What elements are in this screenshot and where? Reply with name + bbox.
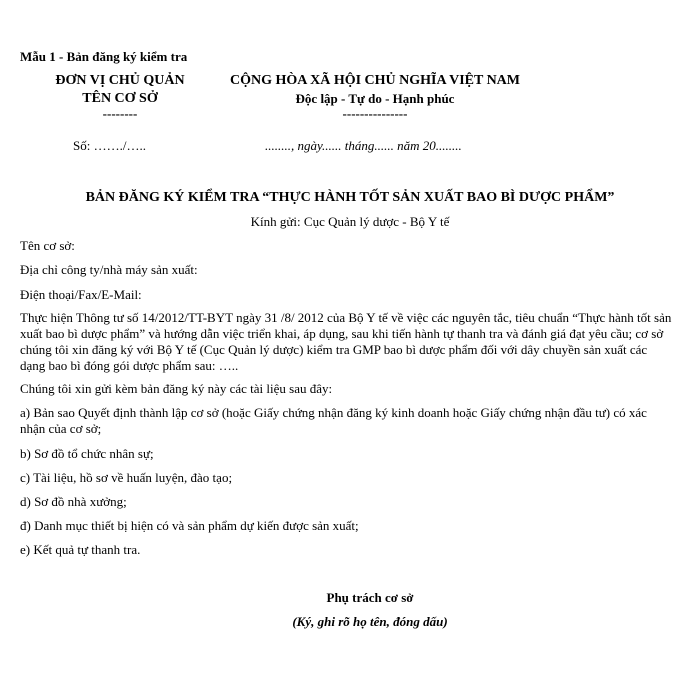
document-title: BẢN ĐĂNG KÝ KIỂM TRA “THỰC HÀNH TỐT SẢN XUẤT BAO BÌ DƯỢC PHẨM” (85, 190, 615, 205)
left-header-rule: -------- (102, 106, 138, 121)
recipient-line: Kính gửi: Cục Quản lý dược - Bộ Y tế (250, 214, 450, 229)
left-header-agency: ĐƠN VỊ CHỦ QUẢN (55, 73, 185, 88)
attachment-item: đ) Danh mục thiết bị hiện có và sản phẩm dự kiến được sản xuất; (20, 518, 359, 533)
signature-title: Phụ trách cơ sở (326, 590, 414, 605)
facility-name-field: Tên cơ sở: (20, 238, 75, 253)
date-line: ........, ngày...... tháng...... năm 20........ (265, 138, 462, 153)
national-title: CỘNG HÒA XÃ HỘI CHỦ NGHĨA VIỆT NAM (229, 73, 520, 88)
body-paragraph: Thực hiện Thông tư số 14/2012/TT-BYT ngày 31 /8/ 2012 của Bộ Y tế về việc các nguyên tắc, tiêu chuẩn “Thực hành tốt sản xuất bao bì dược phẩm” và hướng dẫn việc triển khai, áp dụng, sau khi tiến hành tự thanh tra và đánh giá đạt yêu cầu; cơ sở chúng tôi xin đăng ký với Bộ Y tế (Cục Quản lý dược) kiểm tra GMP bao bì dược phẩm đối với dây chuyền sản xuất các dạng bao bì đóng gói dược phẩm sau: ….. (20, 310, 672, 373)
form-label: Mẫu 1 - Bản đăng ký kiểm tra (20, 49, 188, 64)
attachment-item: e) Kết quả tự thanh tra. (20, 542, 141, 557)
signature-note: (Ký, ghi rõ họ tên, đóng dấu) (292, 614, 448, 629)
document-number: Số: ……./….. (73, 138, 146, 153)
national-motto: Độc lập - Tự do - Hạnh phúc (295, 91, 455, 106)
attachments-intro: Chúng tôi xin gửi kèm bản đăng ký này các tài liệu sau đây: (20, 381, 333, 396)
attachment-item: d) Sơ đồ nhà xưởng; (20, 494, 127, 509)
contact-field: Điện thoại/Fax/E-Mail: (20, 287, 142, 302)
left-header-facility: TÊN CƠ SỞ (82, 91, 158, 106)
attachment-item: c) Tài liệu, hồ sơ về huấn luyện, đào tạo; (20, 470, 233, 485)
right-header-rule: --------------- (342, 106, 408, 121)
address-field: Địa chỉ công ty/nhà máy sản xuất: (20, 262, 198, 277)
attachment-item: b) Sơ đồ tổ chức nhân sự; (20, 446, 154, 461)
attachment-item: a) Bản sao Quyết định thành lập cơ sở (hoặc Giấy chứng nhận đăng ký kinh doanh hoặc Giấy chứng nhận đầu tư) có xác nhận của cơ sở; (20, 405, 647, 436)
